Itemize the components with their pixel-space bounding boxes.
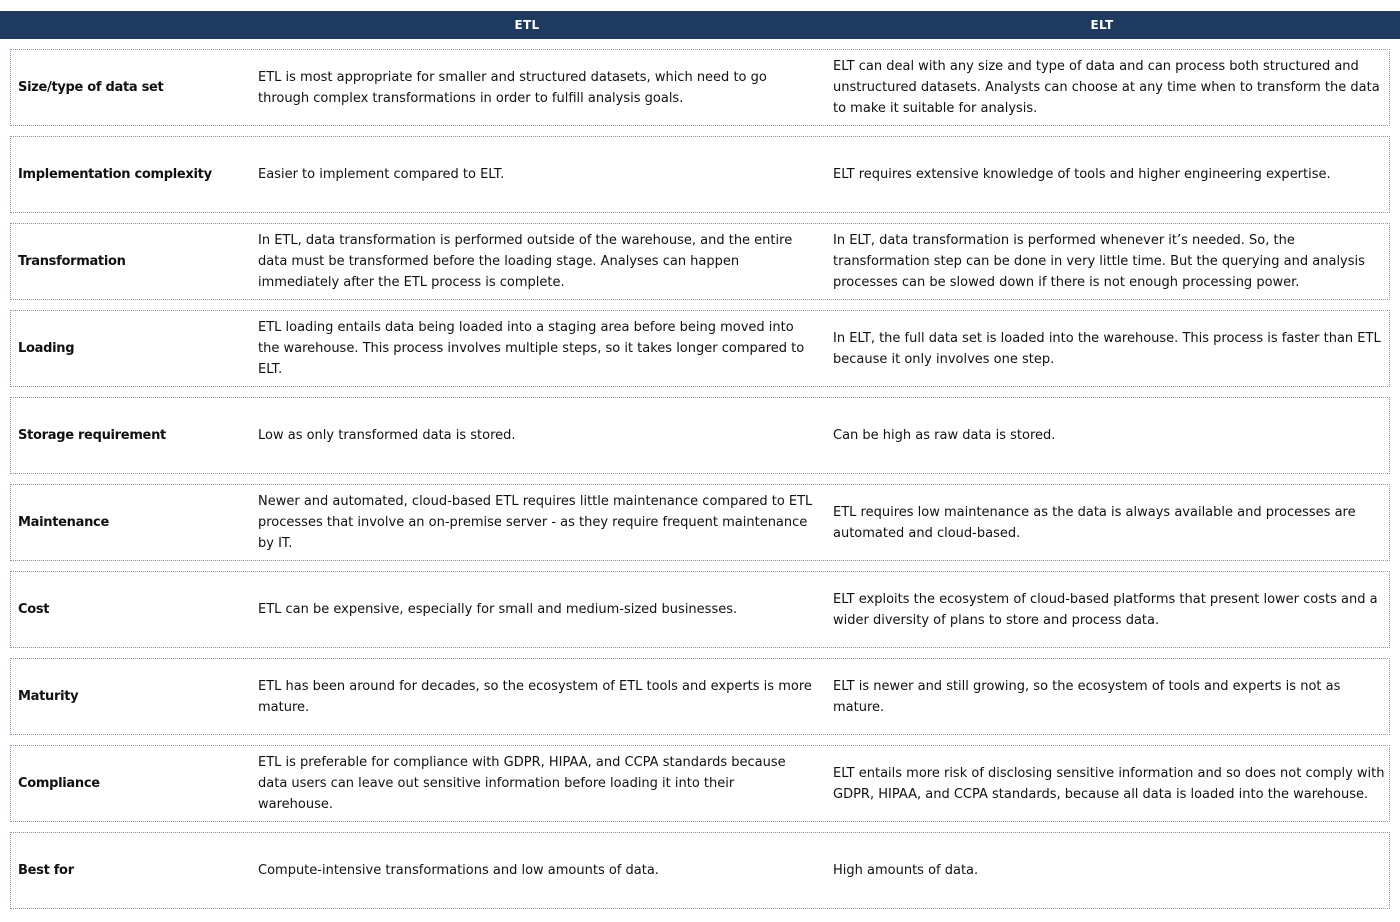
column-header-etl: ETL: [514, 18, 540, 32]
table-header: [0, 11, 1400, 39]
etl-cell: ETL is preferable for compliance with GDPR, HIPAA, and CCPA standards because data users can leave out sensitive information before loading it into their warehouse.: [258, 755, 786, 812]
table-row: [10, 658, 1390, 735]
elt-cell: ELT is newer and still growing, so the ecosystem of tools and experts is not as mature.: [833, 678, 1341, 715]
row-label: Size/type of data set: [18, 80, 164, 95]
table-row: [10, 223, 1390, 300]
etl-cell: Low as only transformed data is stored.: [258, 428, 516, 443]
row-label: Maintenance: [18, 515, 109, 530]
etl-cell: ETL is most appropriate for smaller and structured datasets, which need to go through complex transformations in order to fulfill analysis goals.: [258, 69, 767, 106]
table-row: [10, 310, 1390, 387]
elt-cell: High amounts of data.: [833, 863, 979, 878]
row-label: Maturity: [18, 689, 79, 704]
etl-cell: ETL has been around for decades, so the ecosystem of ETL tools and experts is more mature.: [258, 678, 812, 715]
column-header-elt: ELT: [1090, 18, 1114, 32]
etl-cell: Newer and automated, cloud-based ETL requires little maintenance compared to ETL processes that involve an on-premise server - as they require frequent maintenance by IT.: [258, 494, 813, 551]
etl-cell: In ETL, data transformation is performed outside of the warehouse, and the entire data must be transformed before the loading stage. Analyses can happen immediately after the ETL process is complete.: [258, 233, 793, 290]
elt-cell: ETL requires low maintenance as the data is always available and processes are automated and cloud-based.: [833, 504, 1356, 541]
etl-cell: ETL can be expensive, especially for small and medium-sized businesses.: [258, 602, 738, 617]
table-row: [10, 397, 1390, 474]
row-label: Loading: [18, 341, 75, 356]
table-row: [10, 745, 1390, 822]
elt-cell: ELT requires extensive knowledge of tools and higher engineering expertise.: [833, 167, 1331, 182]
row-label: Compliance: [18, 776, 100, 791]
row-label: Cost: [18, 602, 50, 617]
elt-cell: ELT can deal with any size and type of data and can process both structured and unstructured datasets. Analysts can choose at any time when to transform the data to make it suitable for analysis.: [833, 59, 1380, 116]
table-row: [10, 832, 1390, 909]
table-row: [10, 136, 1390, 213]
elt-cell: In ELT, data transformation is performed whenever it’s needed. So, the transformation step can be done in very little time. But the querying and analysis processes can be slowed down if there is not enough processing power.: [833, 233, 1365, 290]
etl-cell: Easier to implement compared to ELT.: [258, 167, 505, 182]
etl-cell: ETL loading entails data being loaded into a staging area before being moved into the warehouse. This process involves multiple steps, so it takes longer compared to ELT.: [258, 320, 805, 377]
elt-cell: ELT exploits the ecosystem of cloud-based platforms that present lower costs and a wider diversity of plans to store and process data.: [833, 591, 1378, 628]
table-row: [10, 571, 1390, 648]
elt-cell: ELT entails more risk of disclosing sensitive information and so does not comply with GDPR, HIPAA, and CCPA standards, because all data is loaded into the warehouse.: [833, 765, 1385, 802]
row-label: Transformation: [18, 254, 126, 269]
table-row: [10, 49, 1390, 126]
elt-cell: Can be high as raw data is stored.: [833, 428, 1056, 443]
row-label: Implementation complexity: [18, 167, 212, 182]
elt-cell: In ELT, the full data set is loaded into the warehouse. This process is faster than ETL because it only involves one step.: [833, 330, 1381, 367]
row-label: Storage requirement: [18, 428, 166, 443]
etl-cell: Compute-intensive transformations and low amounts of data.: [258, 863, 659, 878]
table-row: [10, 484, 1390, 561]
row-label: Best for: [18, 863, 74, 878]
